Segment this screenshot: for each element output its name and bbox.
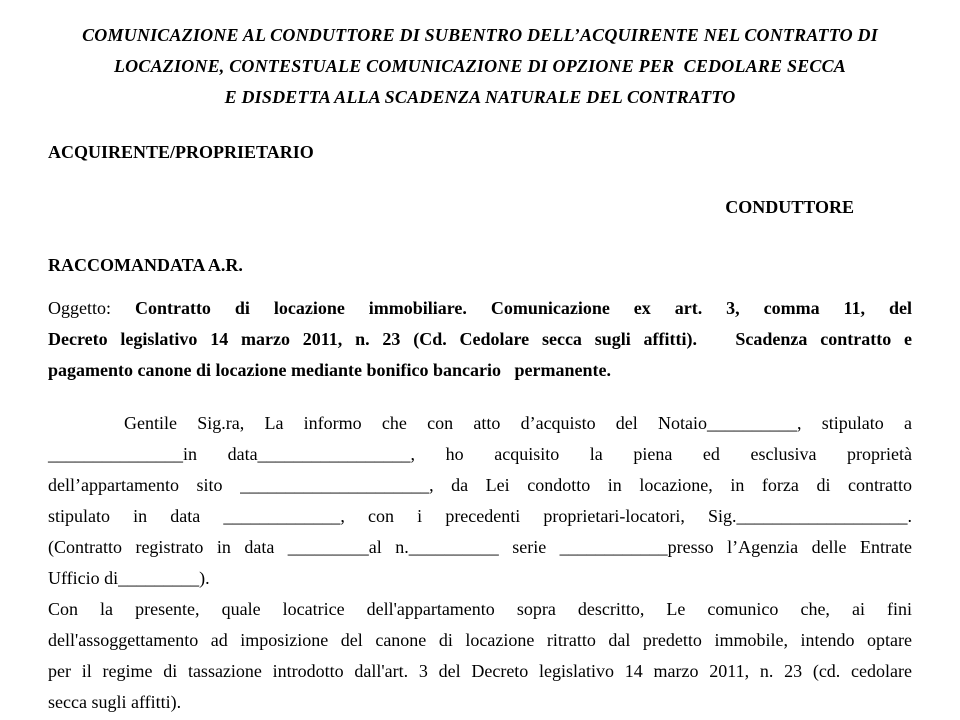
paragraph-2-line-1: Con la presente, quale locatrice dell'appartamento sopra descritto, Le comunico che, ai fini — [48, 599, 912, 619]
body-paragraph-2 — [48, 594, 912, 718]
oggetto-label: Oggetto: — [48, 298, 111, 318]
conduttore-label: CONDUTTORE — [725, 197, 854, 217]
paragraph-1-line-6: Ufficio di_________). — [48, 568, 210, 588]
document-title — [48, 20, 912, 113]
oggetto-line-1-text: Contratto di locazione immobiliare. Comunicazione ex art. 3, comma 11, del — [134, 298, 912, 318]
body-paragraph-1 — [48, 408, 912, 594]
paragraph-2-line-4: secca sugli affitti). — [48, 692, 182, 712]
paragraph-1-line-4: stipulato in data _____________, con i precedenti proprietari-locatori, Sig.___________________. — [48, 506, 912, 526]
paragraph-1-line-3: dell’appartamento sito _____________________, da Lei condotto in locazione, in forza di contratto — [48, 475, 912, 495]
document-title-line-2: LOCAZIONE, CONTESTUALE COMUNICAZIONE DI OPZIONE PER CEDOLARE SECCA — [113, 56, 847, 76]
raccomandata-label: RACCOMANDATA A.R. — [48, 255, 243, 275]
paragraph-1-line-5: (Contratto registrato in data _________al n.__________ serie ____________presso l’Agenzia delle Entrate — [48, 537, 912, 557]
paragraph-1-line-2: _______________in data_________________, ho acquisito la piena ed esclusiva proprietà — [48, 444, 912, 464]
paragraph-1-line-1: Gentile Sig.ra, La informo che con atto d’acquisto del Notaio__________, stipulato a — [124, 413, 912, 433]
paragraph-2-line-3: per il regime di tassazione introdotto dall'art. 3 del Decreto legislativo 14 marzo 2011, n. 23 (cd. cedolare — [48, 661, 912, 681]
document-title-line-3: E DISDETTA ALLA SCADENZA NATURALE DEL CONTRATTO — [224, 87, 736, 107]
paragraph-2-line-2: dell'assoggettamento ad imposizione del canone di locazione ritratto dal predetto immobile, intendo optare — [48, 630, 912, 650]
document-title-line-1: COMUNICAZIONE AL CONDUTTORE DI SUBENTRO DELL’ACQUIRENTE NEL CONTRATTO DI — [82, 25, 878, 45]
oggetto-line-3: pagamento canone di locazione mediante bonifico bancario permanente. — [48, 360, 611, 380]
oggetto-line-2: Decreto legislativo 14 marzo 2011, n. 23 (Cd. Cedolare secca sugli affitti). Scadenza contratto e — [48, 329, 912, 349]
acquirente-proprietario-label: ACQUIRENTE/PROPRIETARIO — [48, 142, 314, 162]
oggetto-line-1 — [48, 293, 912, 324]
oggetto-paragraph — [48, 293, 912, 386]
